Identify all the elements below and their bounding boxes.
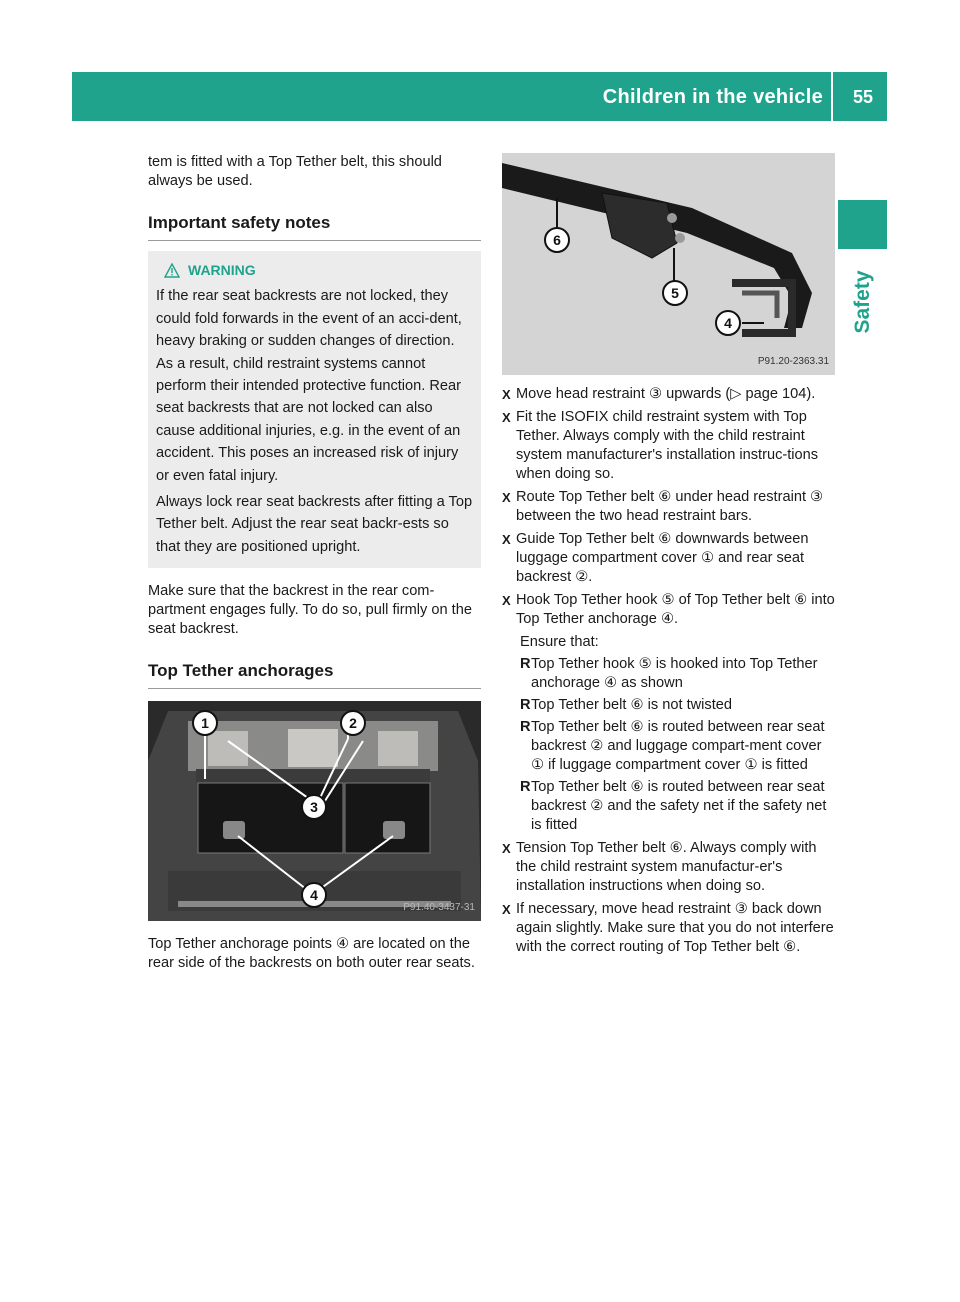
heading-anchorages: Top Tether anchorages bbox=[148, 661, 481, 689]
svg-text:3: 3 bbox=[310, 799, 318, 816]
step-marker: X bbox=[502, 841, 511, 856]
svg-text:4: 4 bbox=[310, 887, 318, 904]
section-marker bbox=[838, 200, 887, 249]
bullet-item bbox=[520, 655, 835, 693]
bullet-text: Top Tether belt ⑥ is routed between rear seat backrest ② and the safety net if the safety net is fitted bbox=[531, 779, 827, 833]
bullet-marker: R bbox=[520, 779, 531, 795]
top-tether-illustration bbox=[502, 153, 835, 375]
warning-triangle-icon bbox=[164, 263, 180, 278]
page-header bbox=[72, 72, 887, 121]
luggage-compartment-figure bbox=[148, 701, 481, 921]
intro-text: tem is fitted with a Top Tether belt, this should always be used. bbox=[148, 154, 442, 189]
header-divider bbox=[831, 72, 833, 121]
section-tab bbox=[838, 262, 887, 342]
step-item bbox=[502, 591, 835, 629]
bullet-text: Top Tether belt ⑥ is not twisted bbox=[531, 697, 733, 713]
figure-code: P91.40-3437-31 bbox=[403, 902, 475, 914]
callout-3 bbox=[302, 795, 326, 819]
bullet-marker: R bbox=[520, 656, 531, 672]
bullet-item bbox=[520, 696, 835, 715]
step-item bbox=[502, 900, 835, 957]
step-text: Hook Top Tether hook ⑤ of Top Tether belt ⑥ into Top Tether anchorage ④. bbox=[516, 592, 835, 627]
step-marker: X bbox=[502, 490, 511, 505]
svg-text:1: 1 bbox=[201, 715, 209, 732]
callout-5 bbox=[663, 281, 687, 305]
step-marker: X bbox=[502, 593, 511, 608]
section-tab-label: Safety bbox=[850, 270, 874, 334]
step-item bbox=[502, 408, 835, 484]
step-text: If necessary, move head restraint ③ back down again slightly. Make sure that you do not interfere with the correct routing of Top Tether belt ⑥. bbox=[516, 901, 834, 955]
figure-code: P91.20-2363.31 bbox=[757, 356, 829, 367]
heading-safety-notes: Important safety notes bbox=[148, 213, 481, 241]
step-item bbox=[502, 385, 835, 404]
step-item bbox=[502, 839, 835, 896]
top-tether-figure bbox=[502, 153, 835, 375]
callout-4 bbox=[302, 883, 326, 907]
chapter-title: Children in the vehicle bbox=[602, 86, 823, 108]
callout-1 bbox=[193, 711, 217, 735]
callout-4b bbox=[716, 311, 740, 335]
step-item bbox=[502, 488, 835, 526]
step-text: Fit the ISOFIX child restraint system with Top Tether. Always comply with the child restraint system manufacturer's installation instruc-tions when doing so. bbox=[516, 409, 819, 482]
svg-text:5: 5 bbox=[671, 285, 679, 301]
ensure-label: Ensure that: bbox=[520, 634, 599, 650]
right-column bbox=[502, 153, 835, 957]
luggage-compartment-illustration bbox=[148, 701, 481, 921]
anchorage-description: Top Tether anchorage points ④ are located on the rear side of the backrests on both outer rear seats. bbox=[148, 936, 475, 972]
step-marker: X bbox=[502, 387, 511, 402]
step-text: Move head restraint ③ upwards (▷ page 104). bbox=[516, 386, 816, 402]
instruction-list bbox=[502, 385, 835, 957]
warning-paragraph-2: Always lock rear seat backrests after fitting a Top Tether belt. Adjust the rear seat backr-ests so that they are positioned upright. bbox=[156, 494, 473, 555]
step-marker: X bbox=[502, 410, 511, 425]
svg-text:6: 6 bbox=[553, 232, 561, 248]
bullet-item bbox=[520, 718, 835, 775]
warning-paragraph-1: If the rear seat backrests are not locked, they could fold forwards in the event of an acci-dent, heavy braking or sudden changes of direction. As a result, child restraint systems cannot perform their intended protective function. Rear seat backrests that are not locked can also cause additional injuries, e.g. in the event of an accident. This poses an increased risk of injury or even fatal injury. bbox=[156, 288, 462, 484]
step-marker: X bbox=[502, 902, 511, 917]
warning-box bbox=[148, 251, 481, 568]
svg-text:2: 2 bbox=[349, 715, 357, 732]
callout-6 bbox=[545, 228, 569, 252]
left-column bbox=[148, 153, 481, 973]
step-text: Route Top Tether belt ⑥ under head restraint ③ between the two head restraint bars. bbox=[516, 489, 824, 524]
step-item bbox=[502, 530, 835, 587]
svg-text:4: 4 bbox=[724, 315, 732, 331]
bullet-marker: R bbox=[520, 697, 531, 713]
backrest-note: Make sure that the backrest in the rear com-partment engages fully. To do so, pull firmly on the seat backrest. bbox=[148, 583, 472, 638]
step-text: Tension Top Tether belt ⑥. Always comply with the child restraint system manufactur-er's installation instructions when doing so. bbox=[516, 840, 817, 894]
step-text: Guide Top Tether belt ⑥ downwards between luggage compartment cover ① and rear seat backrest ②. bbox=[516, 531, 809, 585]
bullet-text: Top Tether hook ⑤ is hooked into Top Tether anchorage ④ as shown bbox=[531, 656, 818, 691]
bullet-marker: R bbox=[520, 719, 531, 735]
warning-title: WARNING bbox=[188, 262, 256, 278]
warning-header bbox=[164, 259, 473, 281]
page-number: 55 bbox=[852, 87, 873, 107]
bullet-text: Top Tether belt ⑥ is routed between rear seat backrest ② and luggage compart-ment cover ① if luggage compartment cover ① is fitted bbox=[531, 719, 825, 773]
callout-2 bbox=[341, 711, 365, 735]
bullet-item bbox=[520, 778, 835, 835]
step-marker: X bbox=[502, 532, 511, 547]
